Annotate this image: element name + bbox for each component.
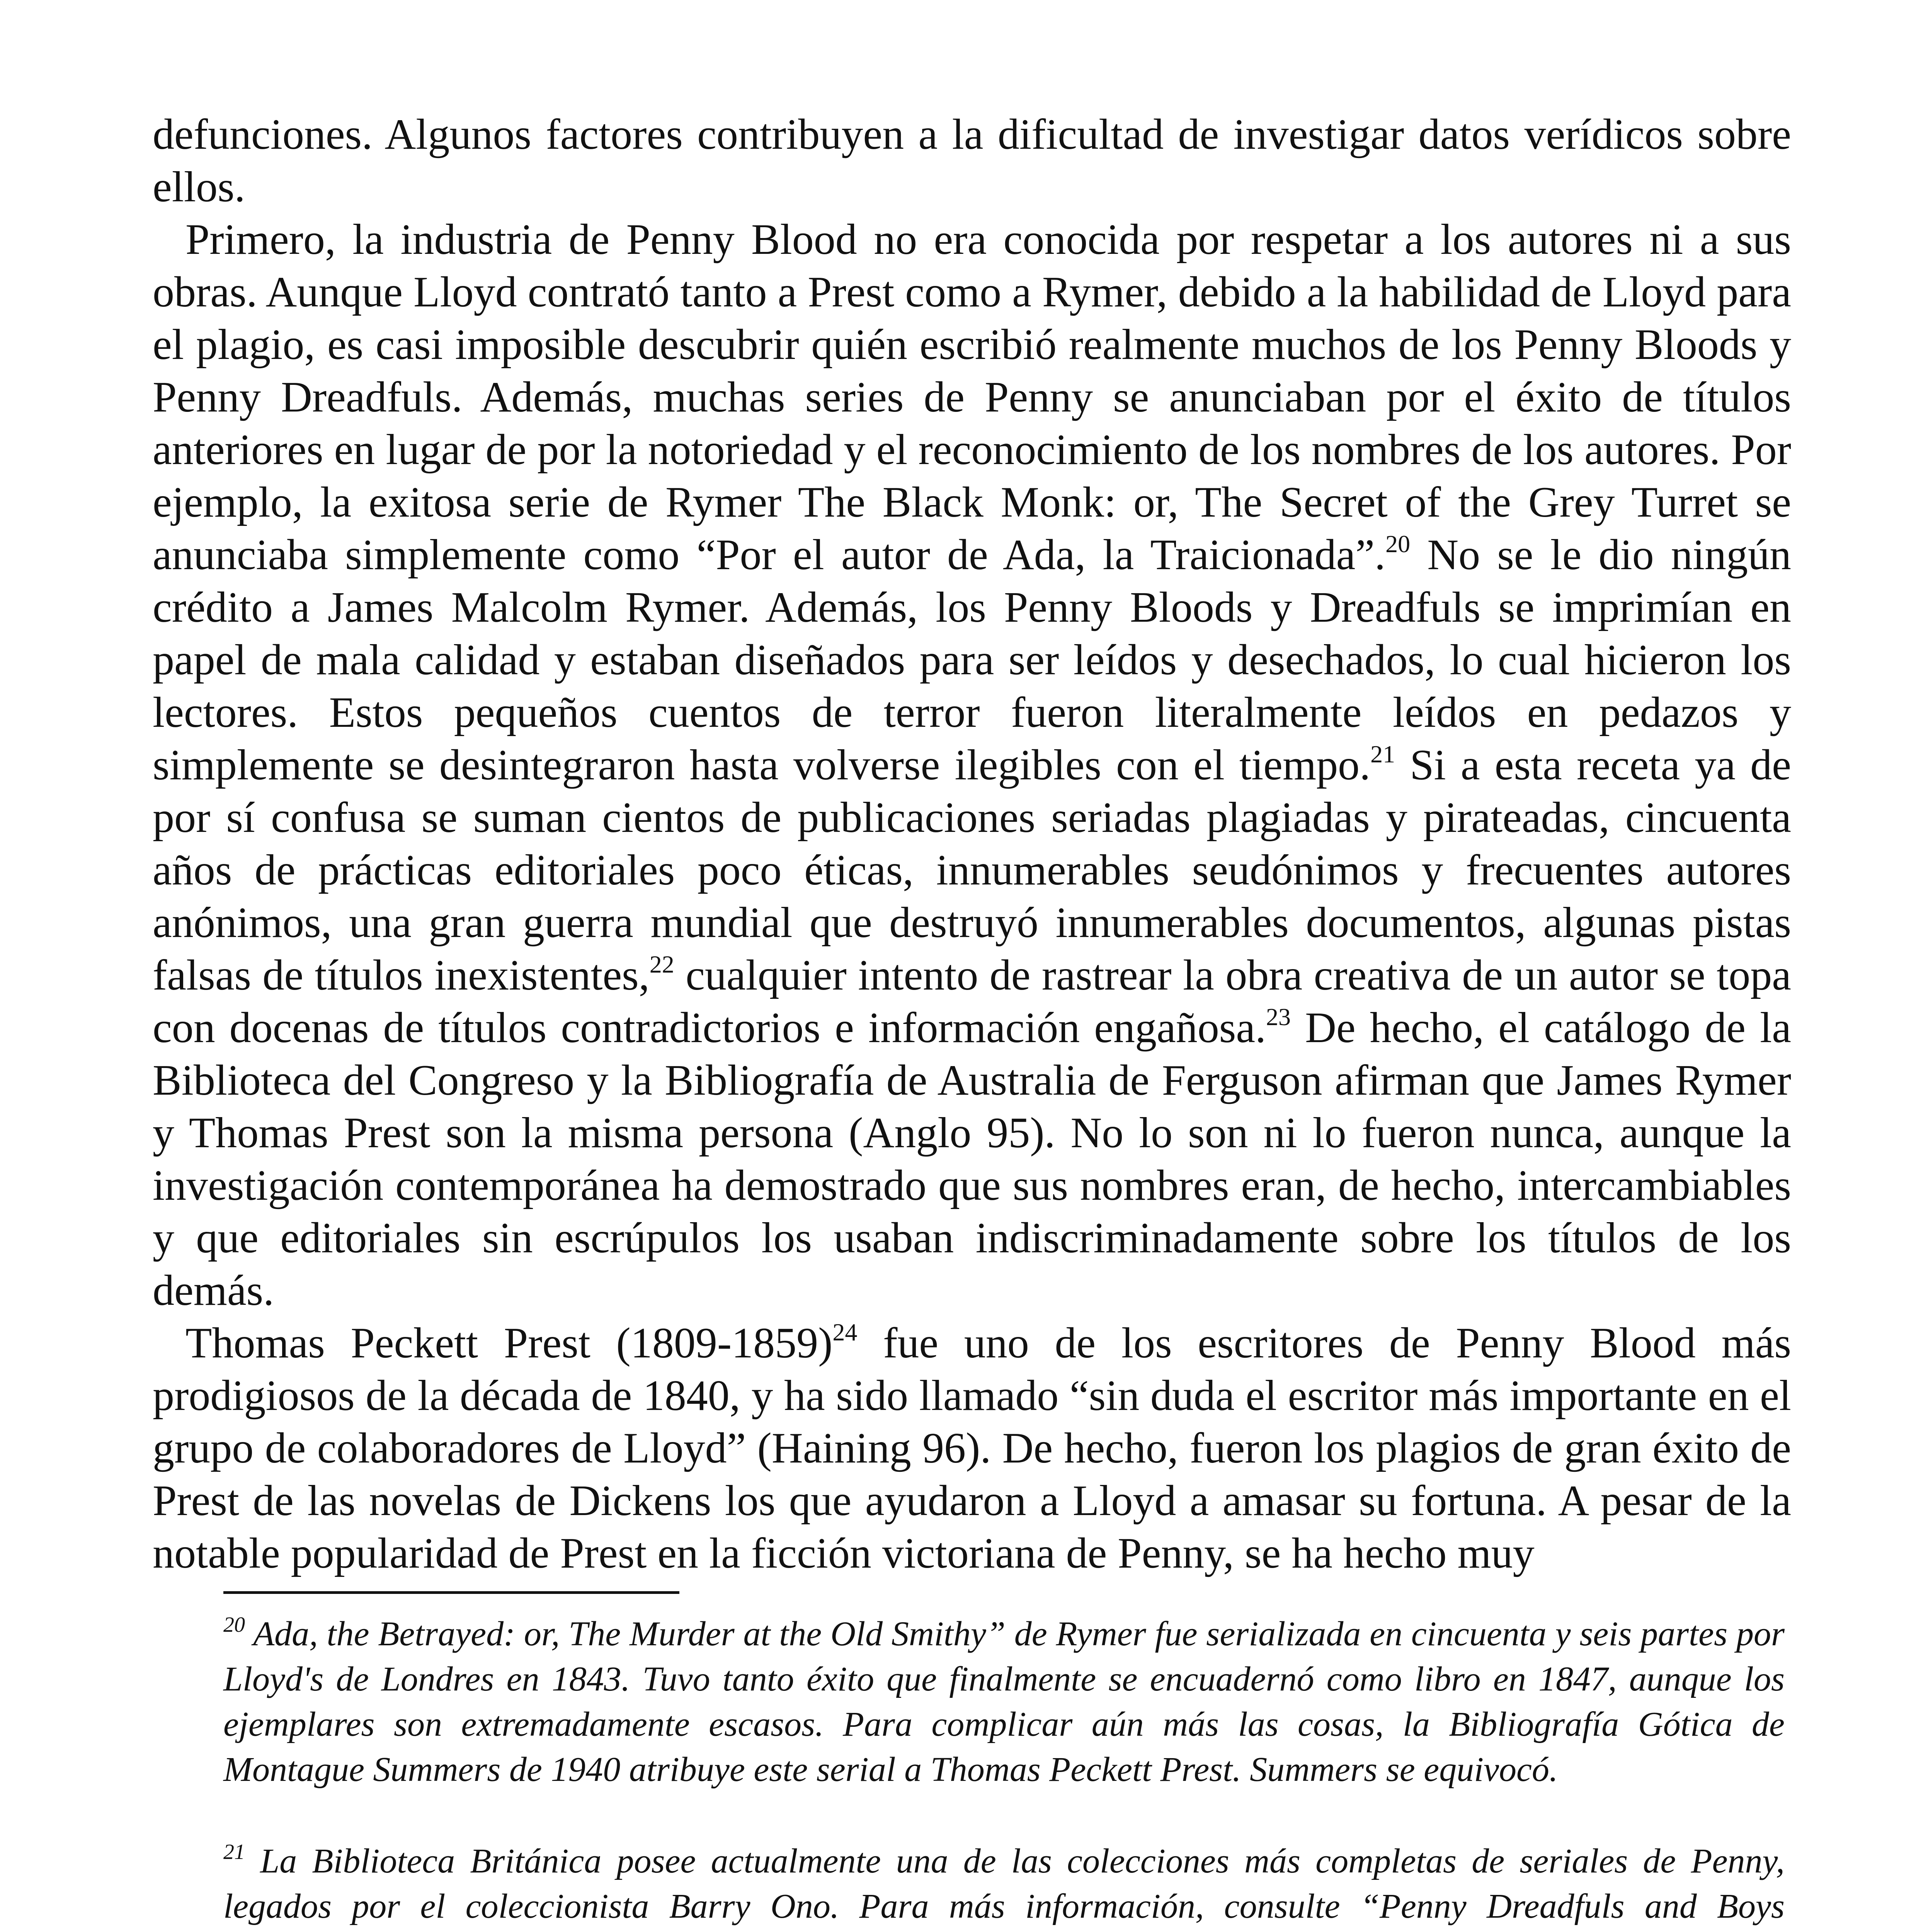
paragraph-1: defunciones. Algunos factores contribuyen a la dificultad de investigar datos verídicos sobre ellos. <box>153 111 1791 211</box>
paragraph-2: Primero, la industria de Penny Blood no era conocida por respetar a los autores ni a sus obras. Aunque Lloyd contrató tanto a Prest como a Rymer, debido a la habilidad de Lloyd para el plagio, es casi imposible descubrir quién escribió realmente muchos de los Penny Bloods y Penny Dreadfuls. Además, muchas series de Penny se anunciaban por el éxito de títulos anteriores en lugar de por la notoriedad y el reconocimiento de los nombres de los autores. Por ejemplo, la exitosa serie de Rymer The Black Monk: or, The Secret of the Grey Turret se anunciaba simplemente como “Por el autor de Ada, la Traicionada”.$^{20}$ No se le dio ningún crédito a James Malcolm Rymer. Además, los Penny Bloods y Dreadfuls se imprimían en papel de mala calidad y estaban diseñados para ser leídos y desechados, lo cual hicieron los lectores. Estos pequeños cuentos de terror fueron literalmente leídos en pedazos y simplemente se desintegraron hasta volverse ilegibles con el tiempo.$^{21}$ Si a esta receta ya de por sí confusa se suman cientos de publicaciones seriadas plagiadas y pirateadas, cincuenta años de prácticas editoriales poco éticas, innumerables seudónimos y frecuentes autores anónimos, una gran guerra mundial que destruyó innumerables documentos, algunas pistas falsas de títulos inexistentes,$^{22}$ cualquier intento de rastrear la obra creativa de un autor se topa con docenas de títulos contradictorios e información engañosa.$^{23}$ De hecho, el catálogo de la Biblioteca del Congreso y la Bibliografía de Australia de Ferguson afirman que James Rymer y Thomas Prest son la misma persona (Anglo 95). No lo son ni lo fueron nunca, aunque la investigación contemporánea ha demostrado que sus nombres eran, de hecho, intercambiables y que editoriales sin escrúpulos los usaban indiscriminadamente sobre los títulos de los demás. <box>153 216 1792 1315</box>
footnote-20: $^{20}$ Ada, the Betrayed: or, The Murder at the Old Smithy” de Rymer fue serializada en cincuenta y seis partes por Lloyd's de Londres en 1843. Tuvo tanto éxito que finalmente se encuadernó como libro en 1847, aunque los ejemplares son extremadamente escasos. Para complicar aún más las cosas, la Bibliografía Gótica de Montague Summers de 1940 atribuye este serial a Thomas Peckett Prest. Summers se equivocó. <box>223 1613 1785 1789</box>
footnote-ref-24[interactable]: 24 <box>832 1318 858 1346</box>
paragraph-3: Thomas Peckett Prest (1809-1859)$^{24}$ fue uno de los escritores de Penny Blood más prodigiosos de la década de 1840, y ha sido llamado “sin duda el escritor más importante en el grupo de colaboradores de Lloyd” (Haining 96). De hecho, fueron los plagios de gran éxito de Prest de las novelas de Dickens los que ayudaron a Lloyd a amasar su fortuna. A pesar de la notable popularidad de Prest en la ficción victoriana de Penny, se ha hecho muy <box>153 1318 1791 1577</box>
footnote-ref-20[interactable]: 20 <box>1385 530 1411 558</box>
footnote-21: $^{21}$ La Biblioteca Británica posee actualmente una de las colecciones más completas de seriales de Penny, legados por el coleccionista Barry Ono. Para más información, consulte “Penny Dreadfuls and Boys <box>223 1840 1785 1925</box>
body-text <box>153 108 1791 1580</box>
footnote-ref-21[interactable]: 21 <box>1370 740 1395 768</box>
footnote-ref-23[interactable]: 23 <box>1266 1003 1291 1031</box>
footnotes <box>223 1611 1785 1932</box>
footnote-separator <box>223 1591 679 1594</box>
footnote-ref-22[interactable]: 22 <box>649 950 674 978</box>
